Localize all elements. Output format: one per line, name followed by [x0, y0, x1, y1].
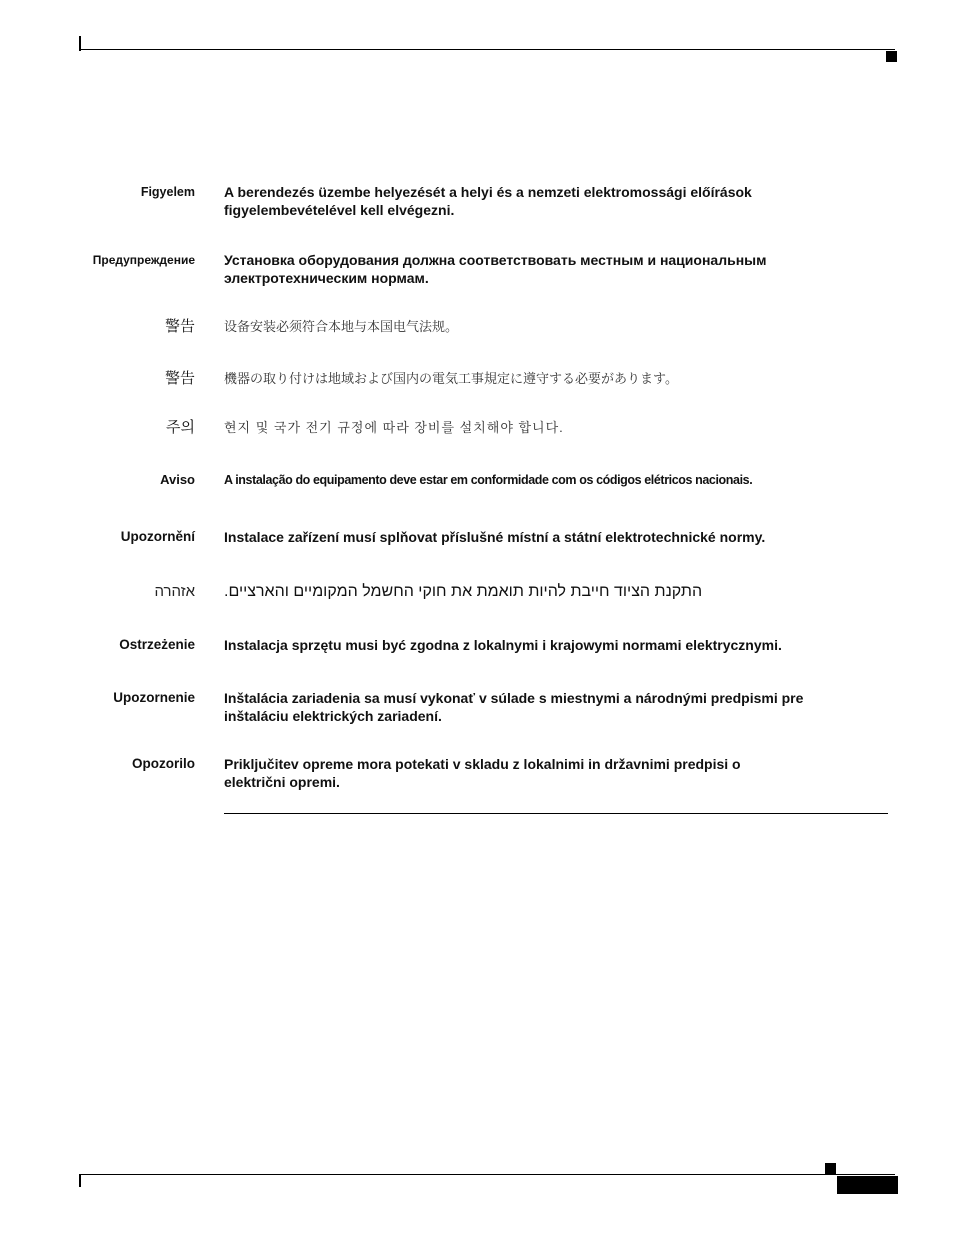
footer-rule	[79, 1174, 895, 1175]
warning-text: Установка оборудования должна соответствовать местным и национальным электротехническим нормам.	[224, 252, 767, 286]
footer-left-tick	[79, 1174, 81, 1187]
warning-label: Предупреждение	[92, 253, 195, 267]
warning-label: Upozornenie	[113, 690, 195, 705]
warning-text: Priključitev opreme mora potekati v skladu z lokalnimi in državnimi predpisi o električni opremi.	[224, 756, 741, 790]
footer-page-tab	[837, 1176, 898, 1194]
warning-label: Ostrzeżenie	[119, 637, 195, 652]
warning-text: התקנת הציוד חייבת להיות תואמת את חוקי החשמל המקומיים והארציים.	[224, 583, 703, 600]
warning-label: 警告	[164, 318, 195, 335]
warning-label: 警告	[164, 370, 195, 387]
warning-label: Opozorilo	[132, 756, 195, 771]
warning-text: 機器の取り付けは地域および国内の電気工事規定に遵守する必要があります。	[224, 371, 678, 386]
warning-text: A instalação do equipamento deve estar em conformidade com os códigos elétricos nacionais.	[224, 473, 753, 487]
warning-label: אזהרה	[154, 583, 195, 600]
warning-label: Upozornění	[120, 529, 195, 544]
warning-label: 주의	[166, 419, 195, 436]
warning-text: A berendezés üzembe helyezését a helyi és a nemzeti elektromossági előírások figyelembevételével kell elvégezni.	[224, 184, 752, 218]
section-end-rule	[224, 813, 888, 814]
warning-text: 현지 및 국가 전기 규정에 따라 장비를 설치해야 합니다.	[224, 420, 564, 435]
warning-label: Figyelem	[140, 185, 195, 199]
footer-marker	[825, 1163, 836, 1174]
warning-text: Instalace zařízení musí splňovat příslušné místní a státní elektrotechnické normy.	[224, 529, 766, 545]
warning-text: 设备安装必须符合本地与本国电气法规。	[224, 319, 459, 334]
warning-text: Instalacja sprzętu musi być zgodna z lokalnymi i krajowymi normami elektrycznymi.	[224, 637, 782, 653]
warning-text: Inštalácia zariadenia sa musí vykonať v súlade s miestnymi a národnými predpismi pre inštaláciu elektrických zariadení.	[224, 690, 804, 724]
warning-label: Aviso	[160, 472, 195, 487]
